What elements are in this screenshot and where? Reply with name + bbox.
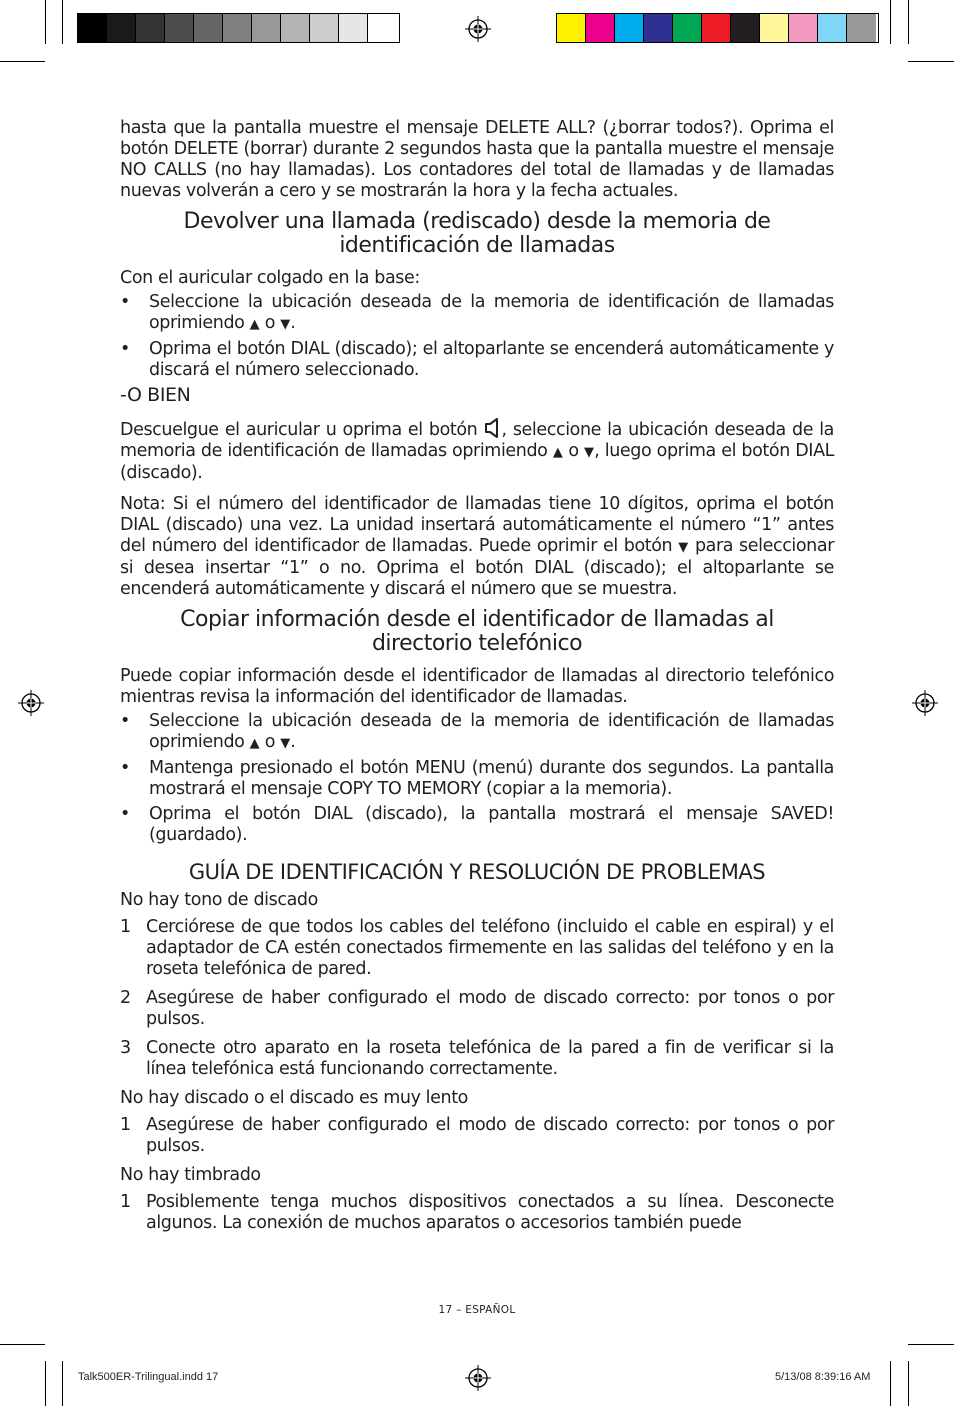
crop-mark (45, 1361, 46, 1406)
item-number: 1 (120, 1192, 131, 1212)
color-swatch (223, 14, 252, 42)
down-arrow-icon: ▼ (280, 317, 291, 332)
color-swatch (194, 14, 223, 42)
color-swatch (760, 14, 789, 42)
color-swatch (107, 14, 136, 42)
item-text: Asegúrese de haber configurado el modo de discado correcto: por tonos o por pulsos. (146, 1115, 834, 1156)
crop-mark (908, 61, 954, 62)
color-swatch (586, 14, 615, 42)
down-arrow-icon: ▼ (584, 445, 595, 460)
bullet-list (120, 711, 834, 846)
intro-paragraph: hasta que la pantalla muestre el mensaje DELETE ALL? (¿borrar todos?). Oprima el botón DELETE (borrar) durante 2 segundos hasta que la pantalla muestre el mensaje NO CALLS (no hay llamadas). Los contadores del total de llamadas y de llamadas nuevas volverán a cero y se mostrarán la hora y la fecha actuales. (120, 118, 834, 201)
section-heading-copy: Copiar información desde el identificador de llamadas al directorio telefónico (180, 607, 774, 656)
color-swatch (136, 14, 165, 42)
color-swatch (557, 14, 586, 42)
crop-mark (0, 1344, 45, 1345)
list-item (120, 1038, 834, 1080)
color-swatch (310, 14, 339, 42)
up-arrow-icon: ▲ (249, 736, 260, 751)
color-swatch (339, 14, 368, 42)
color-swatch (281, 14, 310, 42)
item-text: Cerciórese de que todos los cables del teléfono (incluido el cable en espiral) y el adaptador de CA estén conectados firmemente en las salidas del teléfono y en la roseta telefónica de pared. (146, 917, 834, 979)
section-heading-redial: Devolver una llamada (rediscado) desde la memoria de identificación de llamadas (183, 209, 771, 258)
color-swatch (252, 14, 281, 42)
item-number: 2 (120, 988, 131, 1008)
color-swatch (165, 14, 194, 42)
note-paragraph: Nota: Si el número del identificador de llamadas tiene 10 dígitos, oprima el botón DIAL (discado) una vez. La unidad insertará automáticamente el número “1” antes del número del identificador de llamadas. Puede oprimir el botón ▼ para seleccionar si desea insertar “1” o no. Oprima el botón DIAL (discado); el altoparlante se encenderá automáticamente y discará el número que se muestra. (120, 494, 834, 599)
crop-mark (908, 0, 909, 44)
manual-page-content (120, 118, 834, 1242)
crop-mark (890, 0, 891, 44)
process-color-bar (556, 13, 879, 43)
color-swatch (368, 14, 397, 42)
list-item (120, 1192, 834, 1234)
item-text: Conecte otro aparato en la roseta telefónica de la pared a fin de verificar si la línea telefónica está funcionando correctamente. (146, 1038, 834, 1079)
list-item (120, 917, 834, 980)
color-swatch (644, 14, 673, 42)
crop-mark (0, 61, 45, 62)
registration-target-icon (465, 16, 491, 42)
file-slug: Talk500ER-Trilingual.indd 17 (78, 1371, 219, 1383)
up-arrow-icon: ▲ (249, 317, 260, 332)
list-item: • Seleccione la ubicación deseada de la memoria de identificación de llamadas oprimiendo ▲ o ▼. (120, 292, 834, 335)
crop-mark (908, 1344, 954, 1345)
crop-mark (62, 0, 63, 44)
item-number: 1 (120, 1115, 131, 1135)
list-item (120, 1115, 834, 1157)
item-number: 3 (120, 1038, 131, 1058)
numbered-list (120, 917, 834, 1080)
color-swatch (702, 14, 731, 42)
color-swatch (789, 14, 818, 42)
grayscale-color-bar (77, 13, 400, 43)
color-swatch (847, 14, 876, 42)
up-arrow-icon: ▲ (552, 445, 564, 460)
page-number-footer: 17 – ESPAÑOL (438, 1304, 516, 1316)
or-alternative-label: -O BIEN (120, 384, 191, 406)
section-lead: Con el auricular colgado en la base: (120, 268, 420, 288)
list-item: • Seleccione la ubicación deseada de la memoria de identificación de llamadas oprimiendo ▲ o ▼. (120, 711, 834, 754)
registration-target-icon (465, 1365, 491, 1391)
date-slug: 5/13/08 8:39:16 AM (775, 1371, 871, 1383)
section-heading-troubleshooting: GUÍA DE IDENTIFICACIÓN Y RESOLUCIÓN DE PROBLEMAS (188, 860, 766, 884)
down-arrow-icon: ▼ (678, 540, 689, 555)
alternative-paragraph: Descuelgue el auricular u oprima el botón , seleccione la ubicación deseada de la memoria de identificación de llamadas oprimiendo ▲ o ▼, luego oprima el botón DIAL (discado). (120, 420, 835, 483)
registration-target-icon (18, 690, 44, 716)
color-swatch (818, 14, 847, 42)
crop-mark (62, 1361, 63, 1406)
note-label: Nota (120, 494, 160, 514)
crop-mark (890, 1361, 891, 1406)
list-item: • Oprima el botón DIAL (discado), la pantalla mostrará el mensaje SAVED! (guardado). (120, 804, 834, 846)
problem-subheading: No hay discado o el discado es muy lento (120, 1088, 468, 1108)
color-swatch (615, 14, 644, 42)
numbered-list (120, 1115, 834, 1157)
item-number: 1 (120, 917, 131, 937)
speaker-icon (484, 418, 502, 438)
list-item (120, 988, 834, 1030)
item-text: Posiblemente tenga muchos dispositivos conectados a su línea. Desconecte algunos. La conexión de muchos aparatos o accesorios también puede (146, 1192, 834, 1233)
problem-subheading: No hay timbrado (120, 1165, 261, 1185)
crop-mark (45, 0, 46, 44)
numbered-list (120, 1192, 834, 1234)
list-item: • Mantenga presionado el botón MENU (menú) durante dos segundos. La pantalla mostrará el mensaje COPY TO MEMORY (copiar a la memoria). (120, 758, 834, 800)
section-lead: Puede copiar información desde el identificador de llamadas al directorio telefónico mientras revisa la información del identificador de llamadas. (120, 666, 834, 707)
registration-target-icon (912, 690, 938, 716)
color-swatch (673, 14, 702, 42)
item-text: Asegúrese de haber configurado el modo de discado correcto: por tonos o por pulsos. (146, 988, 834, 1029)
problem-subheading: No hay tono de discado (120, 890, 318, 910)
crop-mark (908, 1361, 909, 1406)
down-arrow-icon: ▼ (280, 736, 291, 751)
color-swatch (78, 14, 107, 42)
color-swatch (731, 14, 760, 42)
bullet-list (120, 292, 834, 381)
list-item: • Oprima el botón DIAL (discado); el altoparlante se encenderá automáticamente y discará el número seleccionado. (120, 339, 834, 381)
